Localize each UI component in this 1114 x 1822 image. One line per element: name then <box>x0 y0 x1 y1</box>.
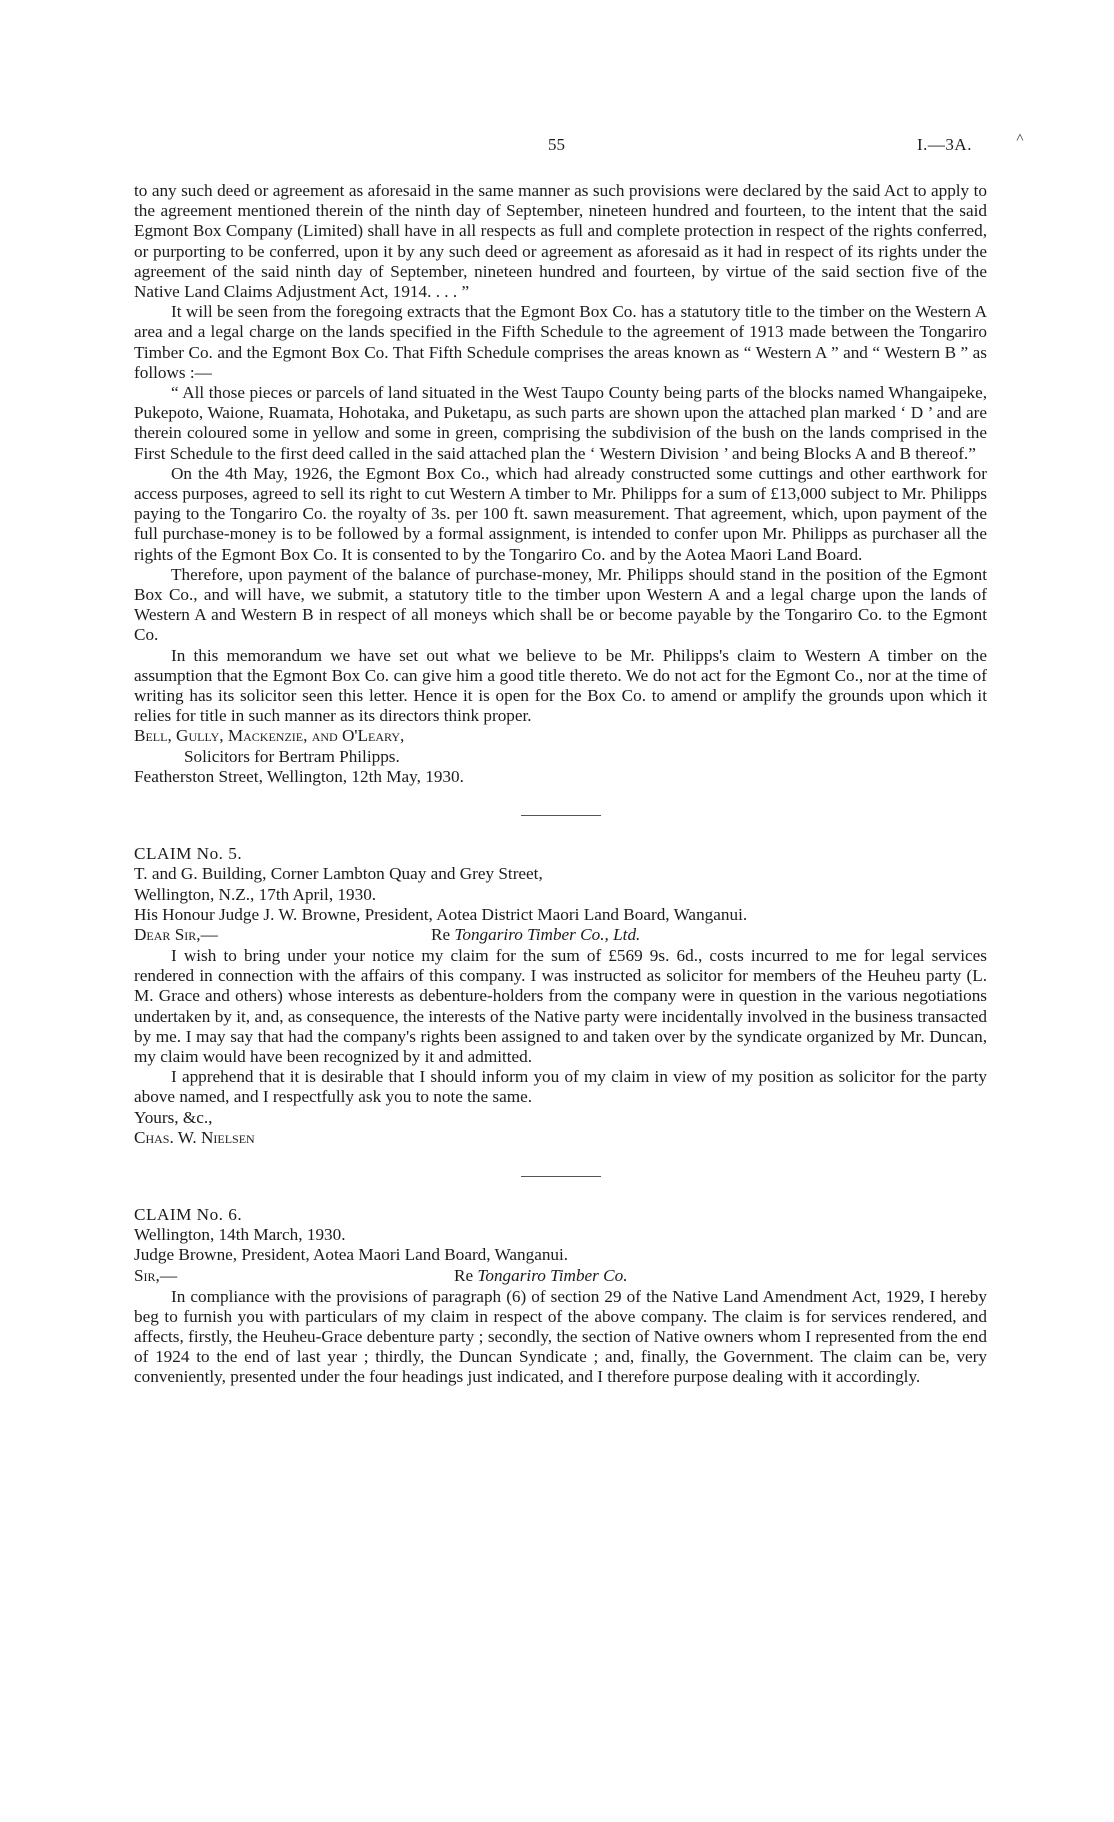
paragraph: to any such deed or agreement as aforesaid in the same manner as such provisions were declared by the said Act to apply to the agreement mentioned therein of the ninth day of September, nineteen hundred and fourteen, to the intent that the said Egmont Box Company (Limited) shall have in all respects as full and complete protection in respect of the rights conferred, or purporting to be conferred, upon it by any such deed or agreement as aforesaid as it had in respect of its rights under the agreement of the said ninth day of September, nineteen hundred and fourteen, by virtue of the said section five of the Native Land Claims Adjustment Act, 1914. . . . ” <box>134 181 987 302</box>
sender-address: T. and G. Building, Corner Lambton Quay and Grey Street, <box>134 864 543 884</box>
memorandum-section <box>134 181 987 787</box>
place-date: Featherston Street, Wellington, 12th May, 1930. <box>134 766 464 786</box>
addressee: His Honour Judge J. W. Browne, President, Aotea District Maori Land Board, Wanganui. <box>134 904 748 924</box>
page-header <box>0 131 1114 159</box>
claim-5-section <box>134 844 987 1148</box>
subject-prefix: Re <box>454 1265 478 1285</box>
paragraph: Therefore, upon payment of the balance of purchase-money, Mr. Philipps should stand in the position of the Egmont Box Co., and will have, we submit, a statutory title to the timber upon Western A and a legal charge upon the lands of Western A and Western B in respect of all moneys which shall be or become payable by the Tongariro Co. to the Egmont Co. <box>134 564 987 645</box>
salutation: Sir,— <box>134 1265 178 1285</box>
subject-line <box>454 1266 628 1286</box>
paragraph: I wish to bring under your notice my claim for the sum of £569 9s. 6d., costs incurred to me for legal services rendered in connection with the affairs of this company. I was instructed as solicitor for members of the Heuheu party (L. M. Grace and others) whose interests as debenture-holders from the company were in question in the various negotiations undertaken by it, and, as consequence, the interests of the Native party were incidentally involved in the business transacted by me. I may say that had the company's rights been assigned to and taken over by the syndicate organized by Mr. Duncan, my claim would have been recognized by it and admitted. <box>134 945 987 1066</box>
paragraph: On the 4th May, 1926, the Egmont Box Co., which had already constructed some cuttings and other earthwork for access purposes, agreed to sell its right to cut Western A timber to Mr. Philipps for a sum of £13,000 subject to Mr. Philipps paying to the Tongariro Co. the royalty of 3s. per 100 ft. sawn measurement. That agreement, which, upon payment of the full purchase-money is to be followed by a formal assignment, is intended to confer upon Mr. Philipps as purchaser all the rights of the Egmont Box Co. It is consented to by the Tongariro Co. and by the Aotea Maori Land Board. <box>134 463 987 564</box>
signatory-role: Solicitors for Bertram Philipps. <box>184 746 400 766</box>
subject-line <box>431 925 640 945</box>
salutation-line <box>134 1266 987 1287</box>
section-divider <box>521 1176 601 1177</box>
subject-prefix: Re <box>431 924 455 944</box>
quoted-paragraph: “ All those pieces or parcels of land situated in the West Taupo County being parts of the blocks named Whangaipeke, Pukepoto, Waione, Ruamata, Hohotaka, and Puketapu, as such parts are shown upon the attached plan marked ‘ D ’ and are therein coloured some in yellow and some in green, comprising the subdivision of the bush on the lands comprised in the First Schedule to the first deed called in the said attached plan the ‘ Western Division ’ and being Blocks A and B thereof.” <box>134 383 987 463</box>
document-reference: I.—3A. <box>917 135 972 154</box>
paragraph: In compliance with the provisions of paragraph (6) of section 29 of the Native Land Amendment Act, 1929, I hereby beg to furnish you with particulars of my claim in respect of the above company. The claim is for services rendered, and affects, firstly, the Heuheu-Grace debenture party ; secondly, the section of Native owners whom I represented from the end of 1924 to the end of last year ; thirdly, the Duncan Syndicate ; and, finally, the Government. The claim can be, very conveniently, presented under the four headings just indicated, and I therefore purpose dealing with it accordingly. <box>134 1286 987 1387</box>
signatory <box>134 726 987 746</box>
paragraph: I apprehend that it is desirable that I should inform you of my claim in view of my position as solicitor for the party above named, and I respectfully ask you to note the same. <box>134 1067 987 1107</box>
sender-city-date: Wellington, N.Z., 17th April, 1930. <box>134 884 377 904</box>
addressee: Judge Browne, President, Aotea Maori Land Board, Wanganui. <box>134 1245 569 1265</box>
paragraph: It will be seen from the foregoing extracts that the Egmont Box Co. has a statutory title to the timber on the Western A area and a legal charge on the lands specified in the Fifth Schedule to the agreement of 1913 made between the Tongariro Timber Co. and the Egmont Box Co. That Fifth Schedule comprises the areas known as “ Western A ” and “ Western B ” as follows :— <box>134 302 987 382</box>
claim-heading: CLAIM No. 6. <box>134 1204 243 1224</box>
claim-6-section <box>134 1205 987 1388</box>
document-body <box>134 181 987 1388</box>
signer: Chas. W. Nielsen <box>134 1127 255 1147</box>
closing: Yours, &c., <box>134 1107 213 1127</box>
signatory-name: Bell, Gully, Mackenzie, and O'Leary, <box>134 726 405 746</box>
salutation: Dear Sir,— <box>134 924 218 944</box>
signatory-role-line <box>134 747 987 767</box>
page-number: 55 <box>548 135 565 154</box>
letter-date: Wellington, 14th March, 1930. <box>134 1225 346 1245</box>
section-divider <box>521 815 601 816</box>
salutation-line <box>134 925 987 946</box>
page-mark: ˄ <box>1016 131 1024 146</box>
claim-heading: CLAIM No. 5. <box>134 844 243 864</box>
subject: Tongariro Timber Co., Ltd. <box>454 924 641 944</box>
subject: Tongariro Timber Co. <box>477 1265 628 1285</box>
paragraph: In this memorandum we have set out what we believe to be Mr. Philipps's claim to Western A timber on the assumption that the Egmont Box Co. can give him a good title thereto. We do not act for the Egmont Co., nor at the time of writing has its solicitor seen this letter. Hence it is open for the Box Co. to amend or amplify the grounds upon which it relies for title in such manner as its directors think proper. <box>134 645 987 726</box>
